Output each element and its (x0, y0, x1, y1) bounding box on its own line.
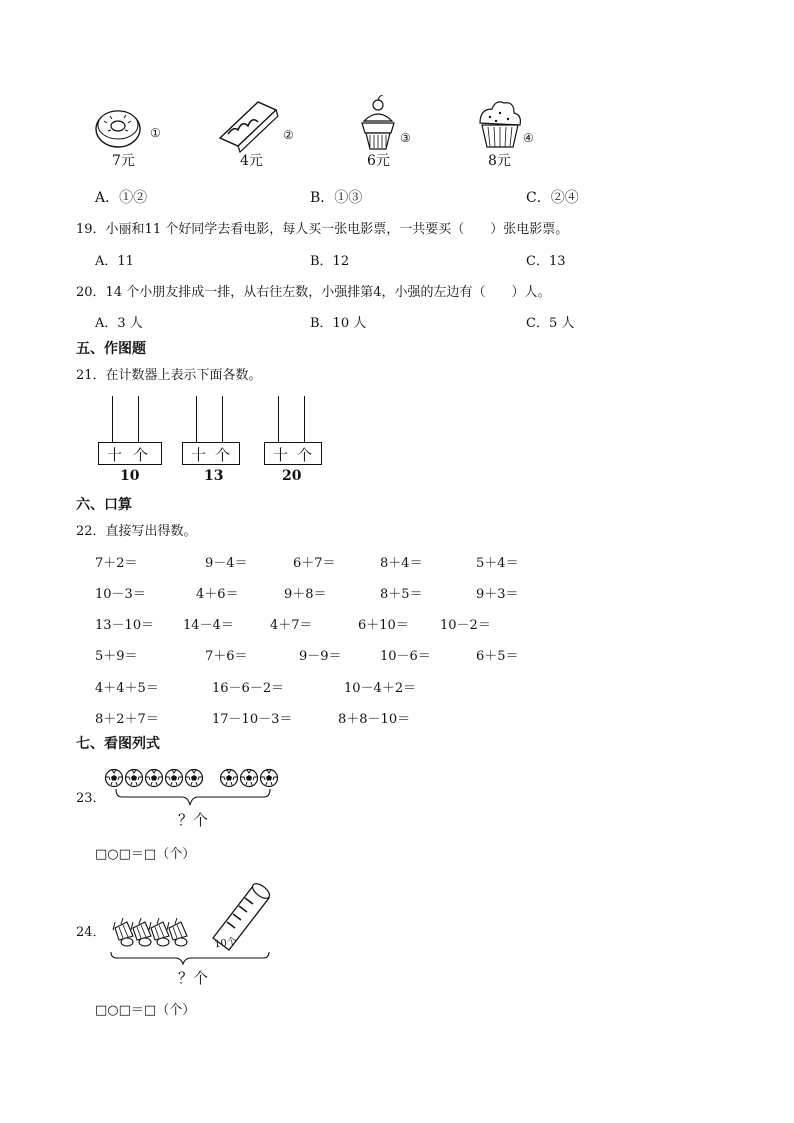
arith-item: 7＋2＝ (95, 556, 138, 571)
section-6-title: 六、口算 (76, 497, 132, 513)
brace (116, 789, 270, 805)
soccer-ball-icon (126, 770, 143, 787)
tens-label: 十 (273, 446, 289, 464)
section-7-title: 七、看图列式 (76, 736, 160, 752)
shuttlecock-icon (113, 918, 133, 946)
q20-option-b[interactable]: B．10 人 (310, 316, 367, 331)
shuttlecock-icon (149, 918, 169, 946)
q19-question: 19．小丽和11 个好同学去看电影，每人买一张电影票，一共要买（ ）张电影票。 (76, 222, 569, 237)
arith-item: 14－4＝ (183, 618, 234, 633)
q20-question: 20．14 个小朋友排成一排，从右往左数，小强排第4，小强的左边有（ ）人。 (76, 285, 551, 300)
donut-icon (96, 111, 140, 147)
soccer-ball-icon (186, 770, 203, 787)
q20-option-a[interactable]: A．3 人 (95, 316, 143, 331)
counter-10[interactable] (98, 396, 162, 486)
ones-label: 个 (133, 446, 149, 464)
ones-rod (138, 396, 139, 442)
tens-label: 十 (107, 446, 123, 464)
tens-rod (112, 396, 113, 442)
counter-20[interactable] (264, 396, 328, 486)
counter-13[interactable] (182, 396, 246, 486)
q18-option-b[interactable]: B．①③ (310, 190, 363, 206)
soccer-ball-icon (261, 770, 278, 787)
ones-rod (222, 396, 223, 442)
arith-item: 13－10＝ (95, 618, 155, 633)
arith-item: 9＋8＝ (284, 587, 327, 602)
counter-number: 13 (204, 468, 224, 484)
cupcake-icon (480, 102, 520, 147)
q18-option-a[interactable]: A．①② (95, 190, 148, 206)
q20-option-c[interactable]: C．5 人 (526, 316, 575, 331)
soccer-ball-icon (166, 770, 183, 787)
tens-rod (196, 396, 197, 442)
arith-item: 5＋4＝ (476, 556, 519, 571)
arith-item: 8＋4＝ (380, 556, 423, 571)
arith-item: 16－6－2＝ (212, 681, 285, 696)
counter-base (98, 442, 162, 465)
soccer-ball-icon (146, 770, 163, 787)
arith-item: 4＋6＝ (196, 587, 239, 602)
arith-item: 4＋4＋5＝ (95, 681, 159, 696)
q18-item-4-number: ④ (523, 131, 534, 145)
arith-item: 9－9＝ (299, 649, 342, 664)
q18-item-1-price: 7元 (112, 153, 135, 169)
arith-item: 8＋2＋7＝ (95, 712, 159, 727)
soccer-ball-icon (241, 770, 258, 787)
arith-item: 6＋5＝ (476, 649, 519, 664)
q19-option-b[interactable]: B．12 (310, 254, 350, 269)
ones-label: 个 (215, 446, 231, 464)
counter-base (182, 442, 240, 465)
q24-tube-label: 10个 (213, 936, 238, 951)
soccer-ball-icon (221, 770, 238, 787)
arith-item: 7＋6＝ (205, 649, 248, 664)
arith-item: 17－10－3＝ (212, 712, 293, 727)
q24-answer-template[interactable]: □○□＝□（个） (95, 1003, 196, 1018)
arith-item: 8＋5＝ (380, 587, 423, 602)
counter-number: 10 (120, 468, 140, 484)
shuttlecock-icon (167, 918, 187, 946)
brace (111, 952, 269, 964)
arith-item: 4＋7＝ (270, 618, 313, 633)
q18-item-1-number: ① (150, 126, 161, 140)
q23-number: 23． (76, 791, 106, 806)
shuttlecock-icon (131, 918, 151, 946)
arith-item: 10－6＝ (380, 649, 431, 664)
section-5-title: 五、作图题 (76, 341, 146, 357)
q19-option-a[interactable]: A．11 (95, 254, 134, 269)
q19-option-c[interactable]: C．13 (526, 254, 566, 269)
q18-item-2-price: 4元 (240, 153, 263, 169)
arith-item: 6＋7＝ (293, 556, 336, 571)
q18-item-3-number: ③ (400, 131, 411, 145)
arith-item: 9＋3＝ (476, 587, 519, 602)
q18-item-3-price: 6元 (367, 153, 390, 169)
q24-number: 24． (76, 925, 106, 940)
chocolate-bar-icon (220, 102, 278, 152)
arith-item: 10－3＝ (95, 587, 146, 602)
q18-item-2-number: ② (283, 128, 294, 142)
arith-item: 10－4＋2＝ (344, 681, 417, 696)
soccer-ball-icon (106, 770, 123, 787)
cake-icon (362, 95, 394, 149)
ones-rod (304, 396, 305, 442)
tens-label: 十 (191, 446, 207, 464)
ones-label: 个 (297, 446, 313, 464)
q24-total-label: ？个 (178, 969, 209, 987)
q23-picture (102, 767, 282, 809)
q22-question: 22．直接写出得数。 (76, 524, 197, 539)
q23-answer-template[interactable]: □○□＝□（个） (95, 847, 196, 862)
arith-item: 5＋9＝ (95, 649, 138, 664)
q18-item-4-price: 8元 (488, 153, 511, 169)
q18-option-c[interactable]: C．②④ (526, 190, 579, 206)
arith-item: 10－2＝ (440, 618, 491, 633)
arith-item: 9－4＝ (205, 556, 248, 571)
counter-number: 20 (282, 468, 302, 484)
q23-total-label: ？个 (178, 811, 209, 829)
q21-question: 21．在计数器上表示下面各数。 (76, 368, 262, 383)
arith-item: 6＋10＝ (358, 618, 409, 633)
q24-picture (105, 878, 275, 968)
arith-item: 8＋8－10＝ (338, 712, 411, 727)
counter-base (264, 442, 322, 465)
tens-rod (278, 396, 279, 442)
